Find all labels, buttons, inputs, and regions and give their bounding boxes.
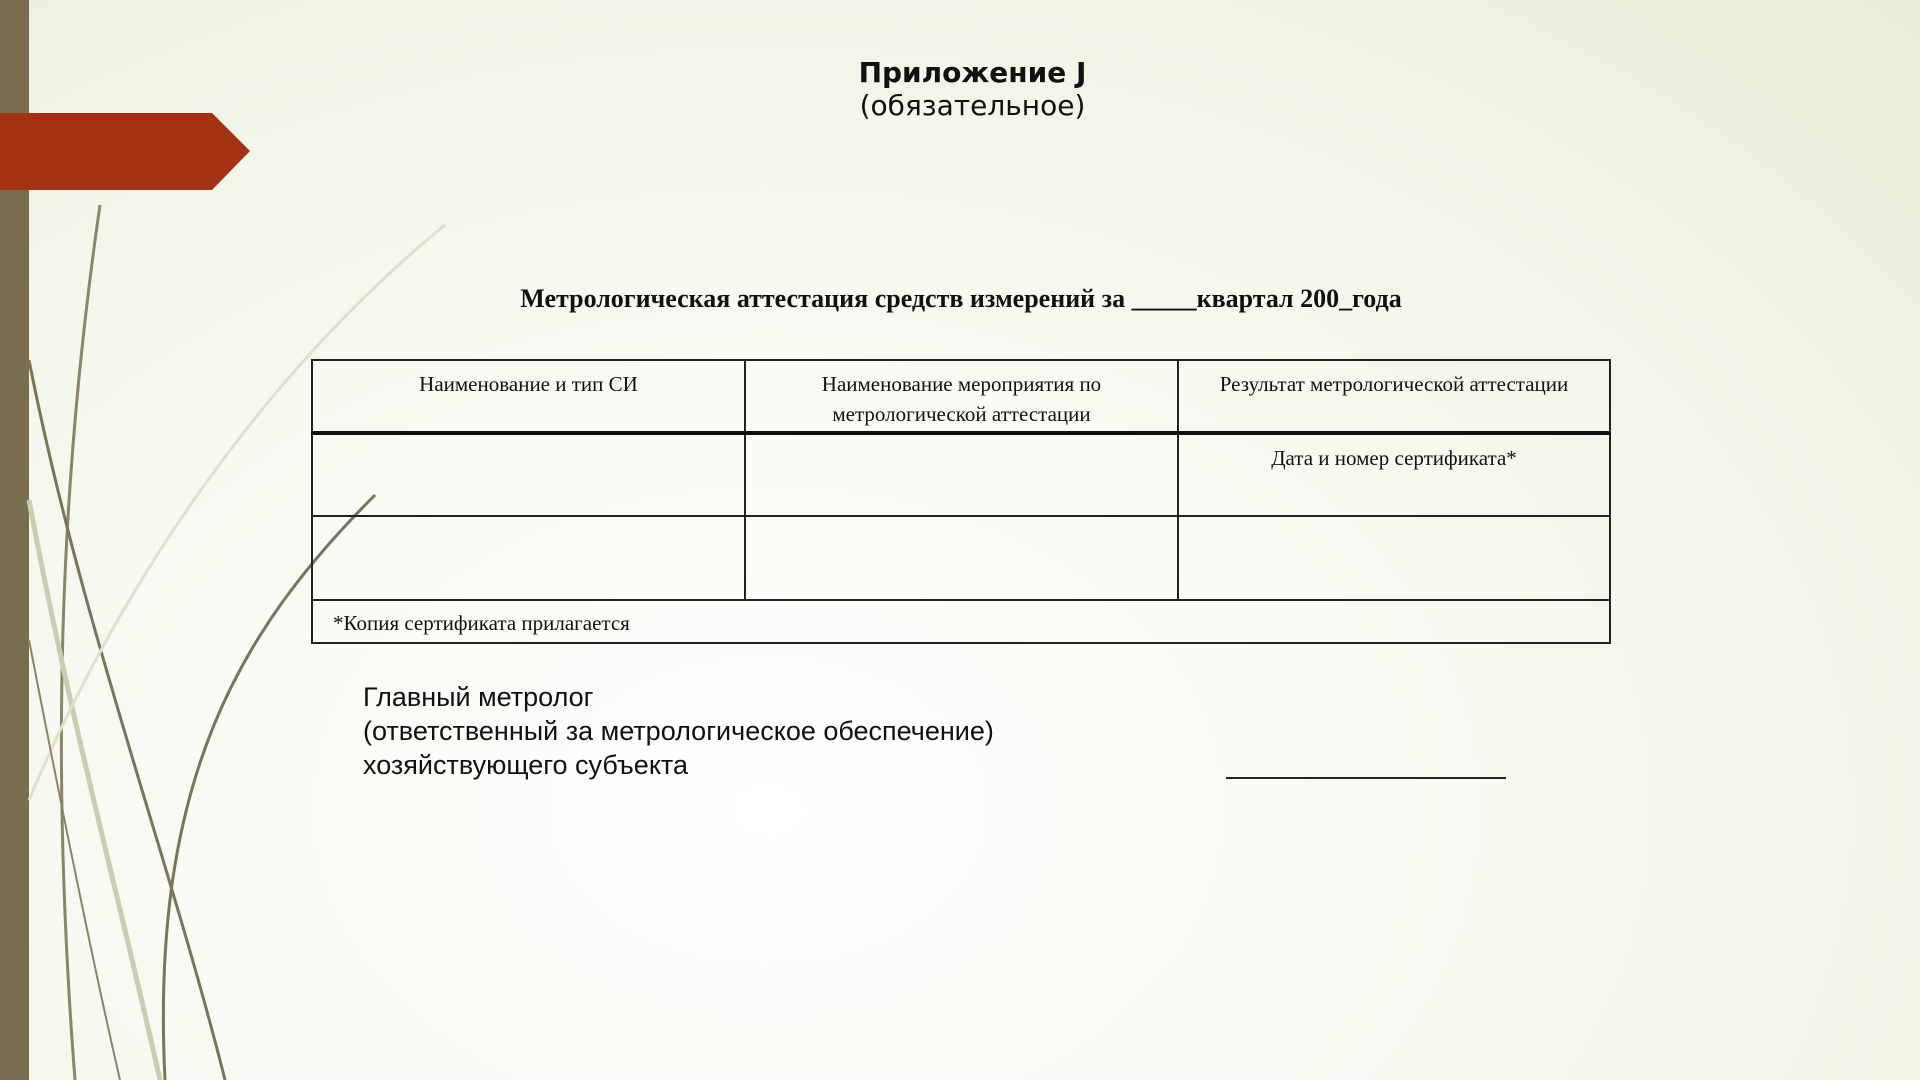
attestation-table xyxy=(311,359,1611,644)
decorative-curve-1 xyxy=(61,205,100,1080)
accent-arrow-banner xyxy=(0,113,250,190)
signature-line-1: Главный метролог xyxy=(363,682,594,712)
appendix-heading xyxy=(700,56,1245,122)
table-footnote: *Копия сертификата прилагается xyxy=(312,600,1610,643)
header-cell-event: Наименование мероприятия по метрологической аттестации xyxy=(745,360,1178,433)
table-cell xyxy=(1178,516,1610,600)
header-cell-result: Результат метрологической аттестации xyxy=(1178,360,1610,433)
table-cell xyxy=(745,433,1178,516)
table-cell-certificate: Дата и номер сертификата* xyxy=(1178,433,1610,516)
table-cell xyxy=(745,516,1178,600)
decorative-curve-2 xyxy=(29,360,225,1080)
appendix-subtitle: (обязательное) xyxy=(859,89,1086,122)
table-row xyxy=(312,516,1610,600)
signature-block xyxy=(363,680,994,782)
table-header-row xyxy=(312,360,1610,433)
table-row xyxy=(312,433,1610,516)
header-cell-si: Наименование и тип СИ xyxy=(312,360,745,433)
table-cell xyxy=(312,516,745,600)
appendix-title: Приложение J xyxy=(858,56,1087,89)
table-cell xyxy=(312,433,745,516)
signature-line-2: (ответственный за метрологическое обеспечение) xyxy=(363,716,994,746)
signature-line-3: хозяйствующего субъекта xyxy=(363,750,689,780)
table-note-row xyxy=(312,600,1610,643)
decorative-curve-3 xyxy=(29,500,160,1080)
signature-blank-line xyxy=(1226,777,1506,779)
form-title: Метрологическая аттестация средств измерений за _____квартал 200_года xyxy=(520,284,1402,313)
